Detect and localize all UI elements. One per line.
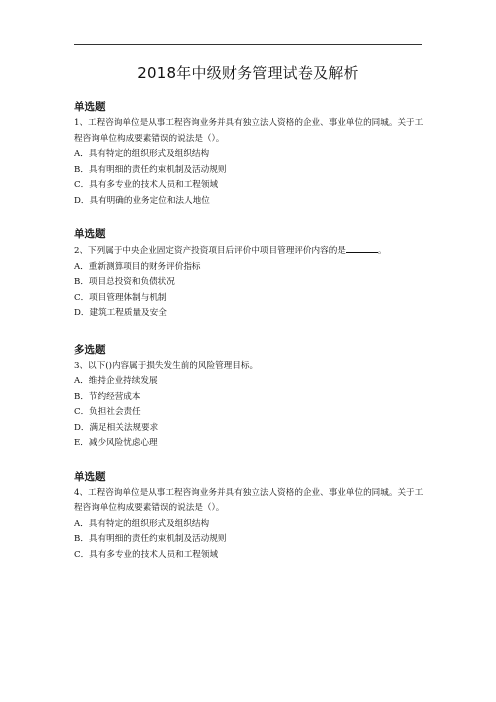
document-title: 2018年中级财务管理试卷及解析 [137, 64, 359, 82]
question-section-3 [74, 341, 424, 452]
option-d: D．建筑工程质量及安全 [74, 308, 167, 318]
question-text: 3、以下()内容属于损失发生前的风险管理目标。 [74, 360, 259, 371]
option-c: C．项目管理体制与机制 [74, 292, 167, 303]
option-a: A．具有特定的组织形式及组织结构 [74, 149, 210, 159]
option-a: A．维持企业持续发展 [74, 376, 158, 386]
option-c: C．具有多专业的技术人员和工程领域 [74, 180, 219, 190]
header-rule [74, 44, 422, 45]
question-text-prefix: 2、下列属于中央企业固定资产投资项目后评价中项目管理评价内容的是 [74, 246, 346, 256]
section-heading: 单选题 [74, 470, 106, 483]
question-text-suffix: 。 [377, 246, 387, 256]
document-body [74, 98, 424, 563]
question-text: 1、工程咨询单位是从事工程咨询业务并具有独立法人资格的企业、事业单位的同城。关于工程咨询单位构成要素错误的说法是（）。 [74, 118, 424, 144]
option-b: B．具有明细的责任约束机制及活动规则 [74, 164, 227, 175]
section-heading: 多选题 [74, 343, 106, 356]
question-section-4 [74, 468, 424, 564]
option-d: D．满足相关法规要求 [74, 422, 159, 433]
option-b: B．项目总投资和负债状况 [74, 277, 175, 287]
answer-blank [346, 243, 378, 253]
question-section-2 [74, 225, 424, 322]
question-text: 4、工程咨询单位是从事工程咨询业务并具有独立法人资格的企业、事业单位的同城。关于工程咨询单位构成要素错误的说法是（）。 [74, 487, 424, 513]
question-section-1 [74, 98, 424, 209]
option-a: A．重新测算项目的财务评价指标 [74, 261, 201, 272]
question-text [74, 243, 424, 260]
option-c: C．具有多专业的技术人员和工程领域 [74, 549, 219, 560]
section-heading: 单选题 [74, 228, 106, 240]
option-e: E．减少风险忧虑心理 [74, 438, 158, 448]
option-b: B．具有明细的责任约束机制及活动规则 [74, 534, 227, 544]
option-a: A．具有特定的组织形式及组织结构 [74, 518, 210, 529]
option-d: D．具有明确的业务定位和法人地位 [74, 195, 210, 206]
option-b: B．节约经营成本 [74, 391, 141, 402]
option-c: C．负担社会责任 [74, 407, 141, 417]
section-heading: 单选题 [74, 101, 106, 113]
